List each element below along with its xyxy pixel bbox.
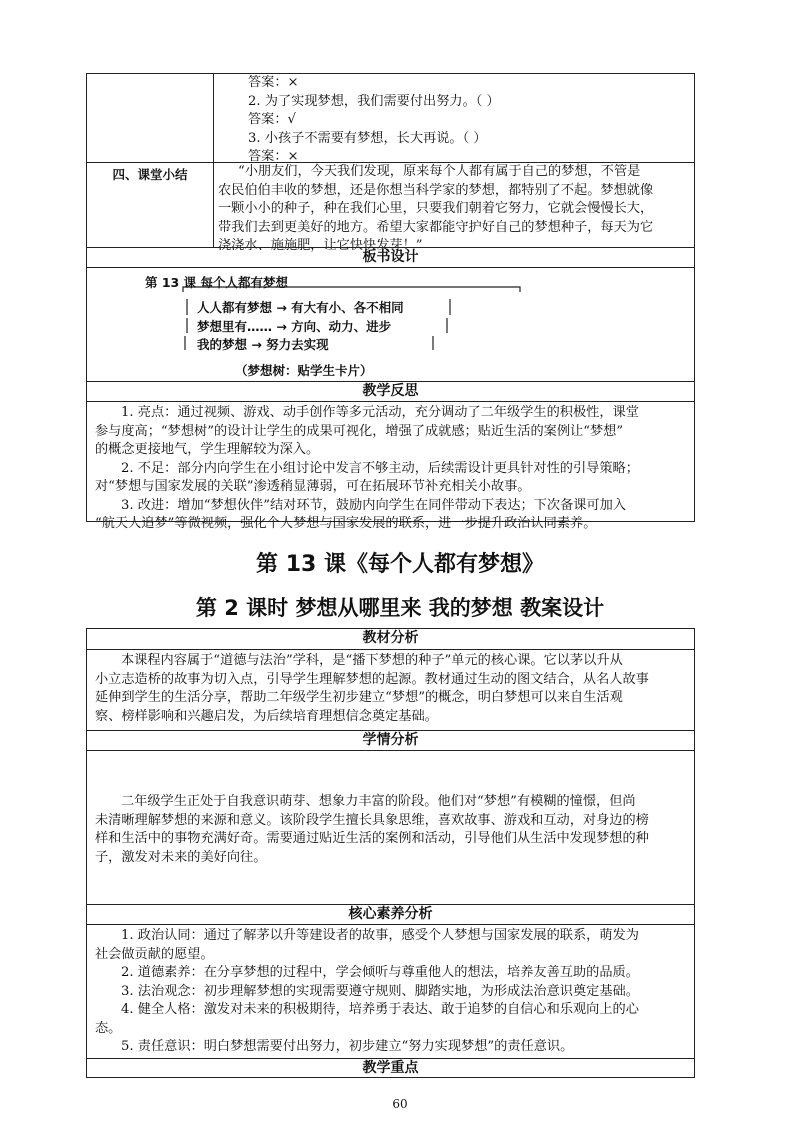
section-header-reflection: 教学反思	[87, 381, 694, 401]
section-header-focus: 教学重点	[87, 1058, 694, 1078]
material-line: 察、榜样影响和兴趣启发，为后续培育理想信念奠定基础。	[95, 708, 438, 724]
summary-line: 一颗小小的种子，种在我们心里，只要我们朝着它努力，它就会慢慢长大，	[218, 201, 654, 216]
answer-line: 答案：√	[248, 112, 296, 127]
students-line: 二年级学生正处于自我意识萌芽、想象力丰富的阶段。他们对“梦想”有模糊的憧憬，但尚	[121, 794, 636, 809]
quiz-answers	[214, 74, 694, 162]
answer-line: 答案：×	[248, 75, 299, 90]
summary-text	[214, 163, 694, 253]
section-header-material: 教材分析	[362, 630, 419, 646]
summary-label: 四、课堂小结	[112, 167, 188, 182]
students-body	[87, 750, 694, 904]
quiz-row	[87, 74, 694, 162]
lesson-subtitle: 第 2 课时 梦想从哪里来 我的梦想 教案设计	[195, 596, 605, 620]
material-line: 本课程内容属于“道德与法治”学科，是“播下梦想的种子”单元的核心课。它以茅以升从	[121, 653, 623, 668]
students-line: 子，激发对未来的美好向往。	[95, 849, 267, 865]
material-line: 小立志造桥的故事为切入点，引导学生理解梦想的起源。教材通过生动的图文结合，从名人故事	[95, 671, 649, 687]
question-line: 2. 为了实现梦想，我们需要付出努力。（ ）	[248, 93, 500, 109]
reflection-line: 3. 改进：增加“梦想伙伴”结对环节，鼓励内向学生在同伴带动下表达；下次备课可加入	[121, 497, 627, 513]
core-body	[87, 924, 694, 1058]
material-body	[87, 649, 694, 730]
reflection-body	[87, 401, 694, 531]
question-line: 3. 小孩子不需要有梦想，长大再说。（ ）	[248, 130, 487, 146]
core-line: 5. 责任意识：明白梦想需要付出努力，初步建立“努力实现梦想”的责任意识。	[121, 1039, 574, 1054]
core-line: 2. 道德素养：在分享梦想的过程中，学会倾听与尊重他人的想法，培养友善互助的品质。	[121, 965, 639, 980]
reflection-line: 1. 亮点：通过视频、游戏、动手创作等多元活动，充分调动了二年级学生的积极性，课堂	[121, 405, 639, 420]
core-line: 1. 政治认同：通过了解茅以升等建设者的故事，感受个人梦想与国家发展的联系，萌发为	[121, 928, 639, 943]
reflection-line: 2. 不足：部分内向学生在小组讨论中发言不够主动，后续需设计更具针对性的引导策略；	[121, 460, 639, 476]
lesson-title: 第 13 课《每个人都有梦想》	[256, 552, 544, 577]
board-line: 梦想里有…… → 方向、动力、进步	[197, 319, 392, 334]
core-line: 社会做贡献的愿望。	[95, 946, 214, 962]
board-line: 我的梦想 → 努力去实现	[197, 337, 329, 352]
board-line: 人人都有梦想 → 有大有小、各不相同	[197, 300, 404, 315]
summary-line: “小朋友们，今天我们发现，原来每个人都有属于自己的梦想，不管是	[238, 164, 641, 179]
core-line: 4. 健全人格：激发对未来的积极期待，培养勇于表达、敢于追梦的自信心和乐观向上的心	[121, 1002, 639, 1017]
students-line: 未清晰理解梦想的来源和意义。该阶段学生擅长具象思维，喜欢故事、游戏和互动，对身边的榜	[95, 812, 649, 828]
answer-line: 答案：×	[248, 149, 299, 164]
board-note: （梦想树：贴学生卡片）	[235, 363, 373, 378]
section-header-students: 学情分析	[87, 730, 694, 750]
lesson-table-top	[86, 73, 695, 531]
core-line: 态。	[95, 1020, 122, 1036]
lesson-table-bottom	[86, 628, 695, 1078]
quiz-label-cell	[87, 74, 214, 162]
board-design-body	[87, 267, 694, 381]
core-line: 3. 法治观念：初步理解梦想的实现需要遵守规则、脚踏实地，为形成法治意识奠定基础。	[121, 983, 639, 999]
summary-row	[87, 162, 694, 253]
reflection-line: 参与度高；“梦想树”的设计让学生的成果可视化，增强了成就感；贴近生活的案例让“梦想”	[95, 423, 624, 439]
summary-line: 带我们去到更美好的地方。希望大家都能守护好自己的梦想种子，每天为它	[218, 219, 654, 235]
reflection-line: 对“梦想与国家发展的关联”渗透稍显薄弱，可在拓展环节补充相关小故事。	[95, 479, 531, 494]
section-header-board: 板书设计	[87, 247, 694, 267]
students-line: 样和生活中的事物充满好奇。需要通过贴近生活的案例和活动，引导他们从生活中发现梦想的种	[95, 831, 649, 846]
reflection-line: 的概念更接地气，学生理解较为深入。	[95, 442, 320, 457]
material-line: 延伸到学生的生活分享，帮助二年级学生初步建立“梦想”的概念，明白梦想可以来自生活观	[95, 690, 623, 705]
section-header-core: 核心素养分析	[87, 904, 694, 924]
summary-line: 浇浇水、施施肥，让它快快发芽！”	[218, 238, 423, 253]
summary-label-cell	[87, 163, 214, 247]
summary-line: 农民伯伯丰收的梦想，还是你想当科学家的梦想，都特别了不起。梦想就像	[218, 182, 654, 198]
board-title: 第 13 课 每个人都有梦想	[145, 275, 288, 290]
reflection-line: “航天人追梦”等微视频，强化个人梦想与国家发展的联系，进一步提升政治认同素养。	[95, 516, 597, 531]
page-number: 60	[392, 1097, 408, 1111]
